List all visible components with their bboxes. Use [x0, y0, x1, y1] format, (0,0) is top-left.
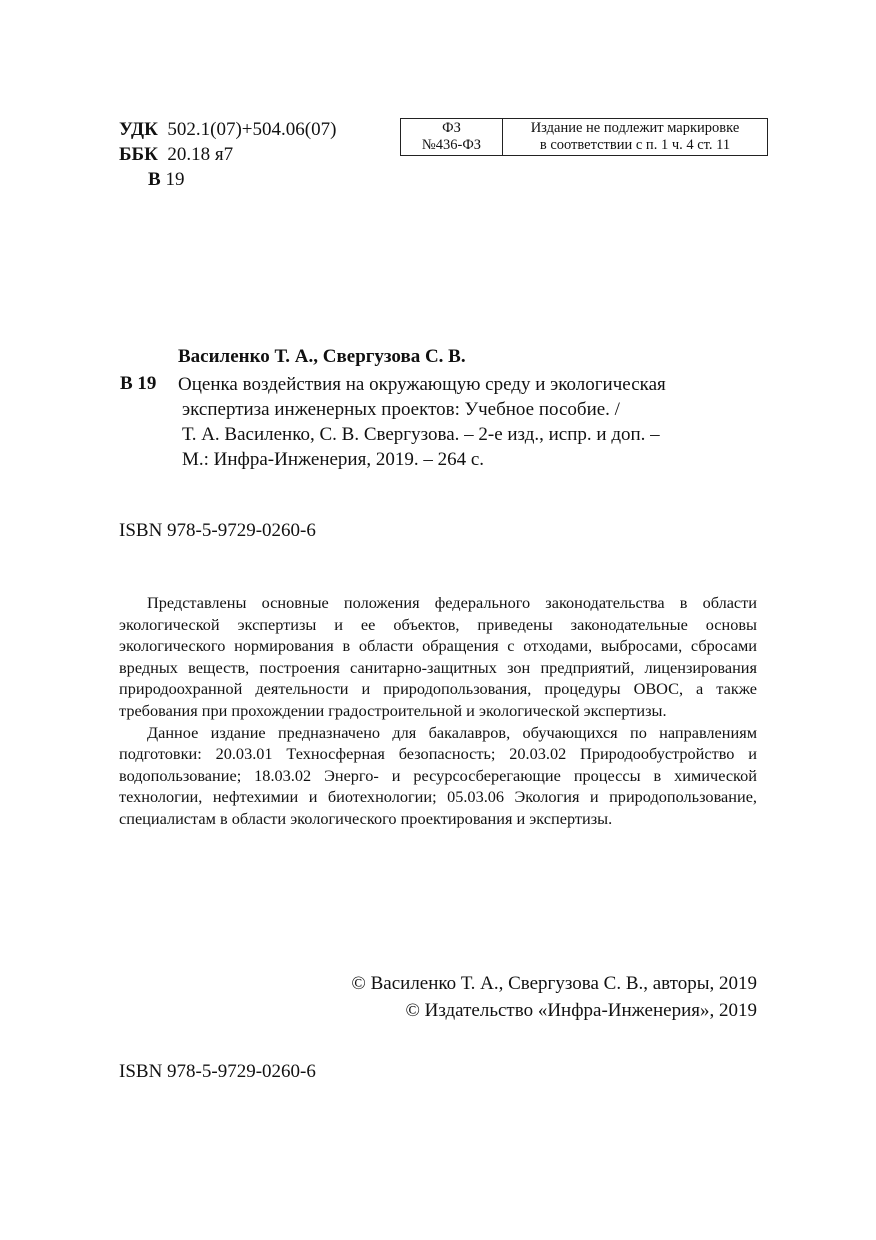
author-mark-line [148, 167, 184, 193]
annotation [119, 592, 757, 830]
udk-line [119, 117, 336, 143]
bbk-label: ББК [119, 144, 158, 165]
bib-line-2: экспертиза инженерных проектов: Учебное пособие. / [182, 399, 620, 420]
bib-authors: Василенко Т. А., Свергузова С. В. [178, 346, 466, 367]
bib-line-1: Оценка воздействия на окружающую среду и экологическая [178, 374, 666, 395]
bib-line-3: Т. А. Василенко, С. В. Свергузова. – 2-е изд., испр. и доп. – [182, 424, 660, 445]
bbk-value: 20.18 я7 [167, 144, 234, 165]
bib-code: В 19 [120, 373, 157, 394]
author-mark-number: 19 [165, 169, 185, 190]
udk-label: УДК [119, 119, 158, 140]
law-line-2: №436-ФЗ [421, 137, 482, 153]
isbn-bottom: ISBN 978-5-9729-0260-6 [119, 1061, 316, 1082]
copyright-publisher: © Издательство «Инфра-Инженерия», 2019 [405, 1000, 757, 1021]
bib-line-4: М.: Инфра-Инженерия, 2019. – 264 с. [182, 449, 485, 470]
law-cell [401, 119, 503, 155]
udk-value: 502.1(07)+504.06(07) [167, 119, 337, 140]
notice-line-2: в соответствии с п. 1 ч. 4 ст. 11 [539, 137, 731, 153]
annotation-paragraph-2: Данное издание предназначено для бакалавров, обучающихся по направлениям подготовки: 20.03.01 Техносферная безопасность; 20.03.02 Природообустройство и водопользование; 18.03.02 Энерго- и ресурсосберегающие процессы в химической технологии, нефтехимии и биотехнологии; 05.03.06 Экология и природопользование, специалистам в области экологического проектирования и экспертизы. [119, 722, 757, 828]
law-line-1: ФЗ [442, 120, 461, 136]
author-mark-letter: В [148, 169, 161, 190]
isbn-top: ISBN 978-5-9729-0260-6 [119, 520, 316, 541]
copyright-authors: © Василенко Т. А., Свергузова С. В., авторы, 2019 [351, 973, 757, 994]
notice-line-1: Издание не подлежит маркировке [530, 120, 740, 136]
notice-cell [503, 119, 767, 155]
bbk-line [119, 142, 233, 168]
annotation-paragraph-1: Представлены основные положения федерального законодательства в области экологической экспертизы и ее объектов, приведены законодательные основы экологического нормирования в области обращения с отходами, выбросами, сбросами вредных веществ, построения санитарно-защитных зон предприятий, лицензирования природоохранной деятельности и природопользования, процедуры ОВОС, а также требования при прохождении градостроительной и экологической экспертизы. [119, 593, 757, 720]
marking-notice-box [400, 118, 768, 156]
